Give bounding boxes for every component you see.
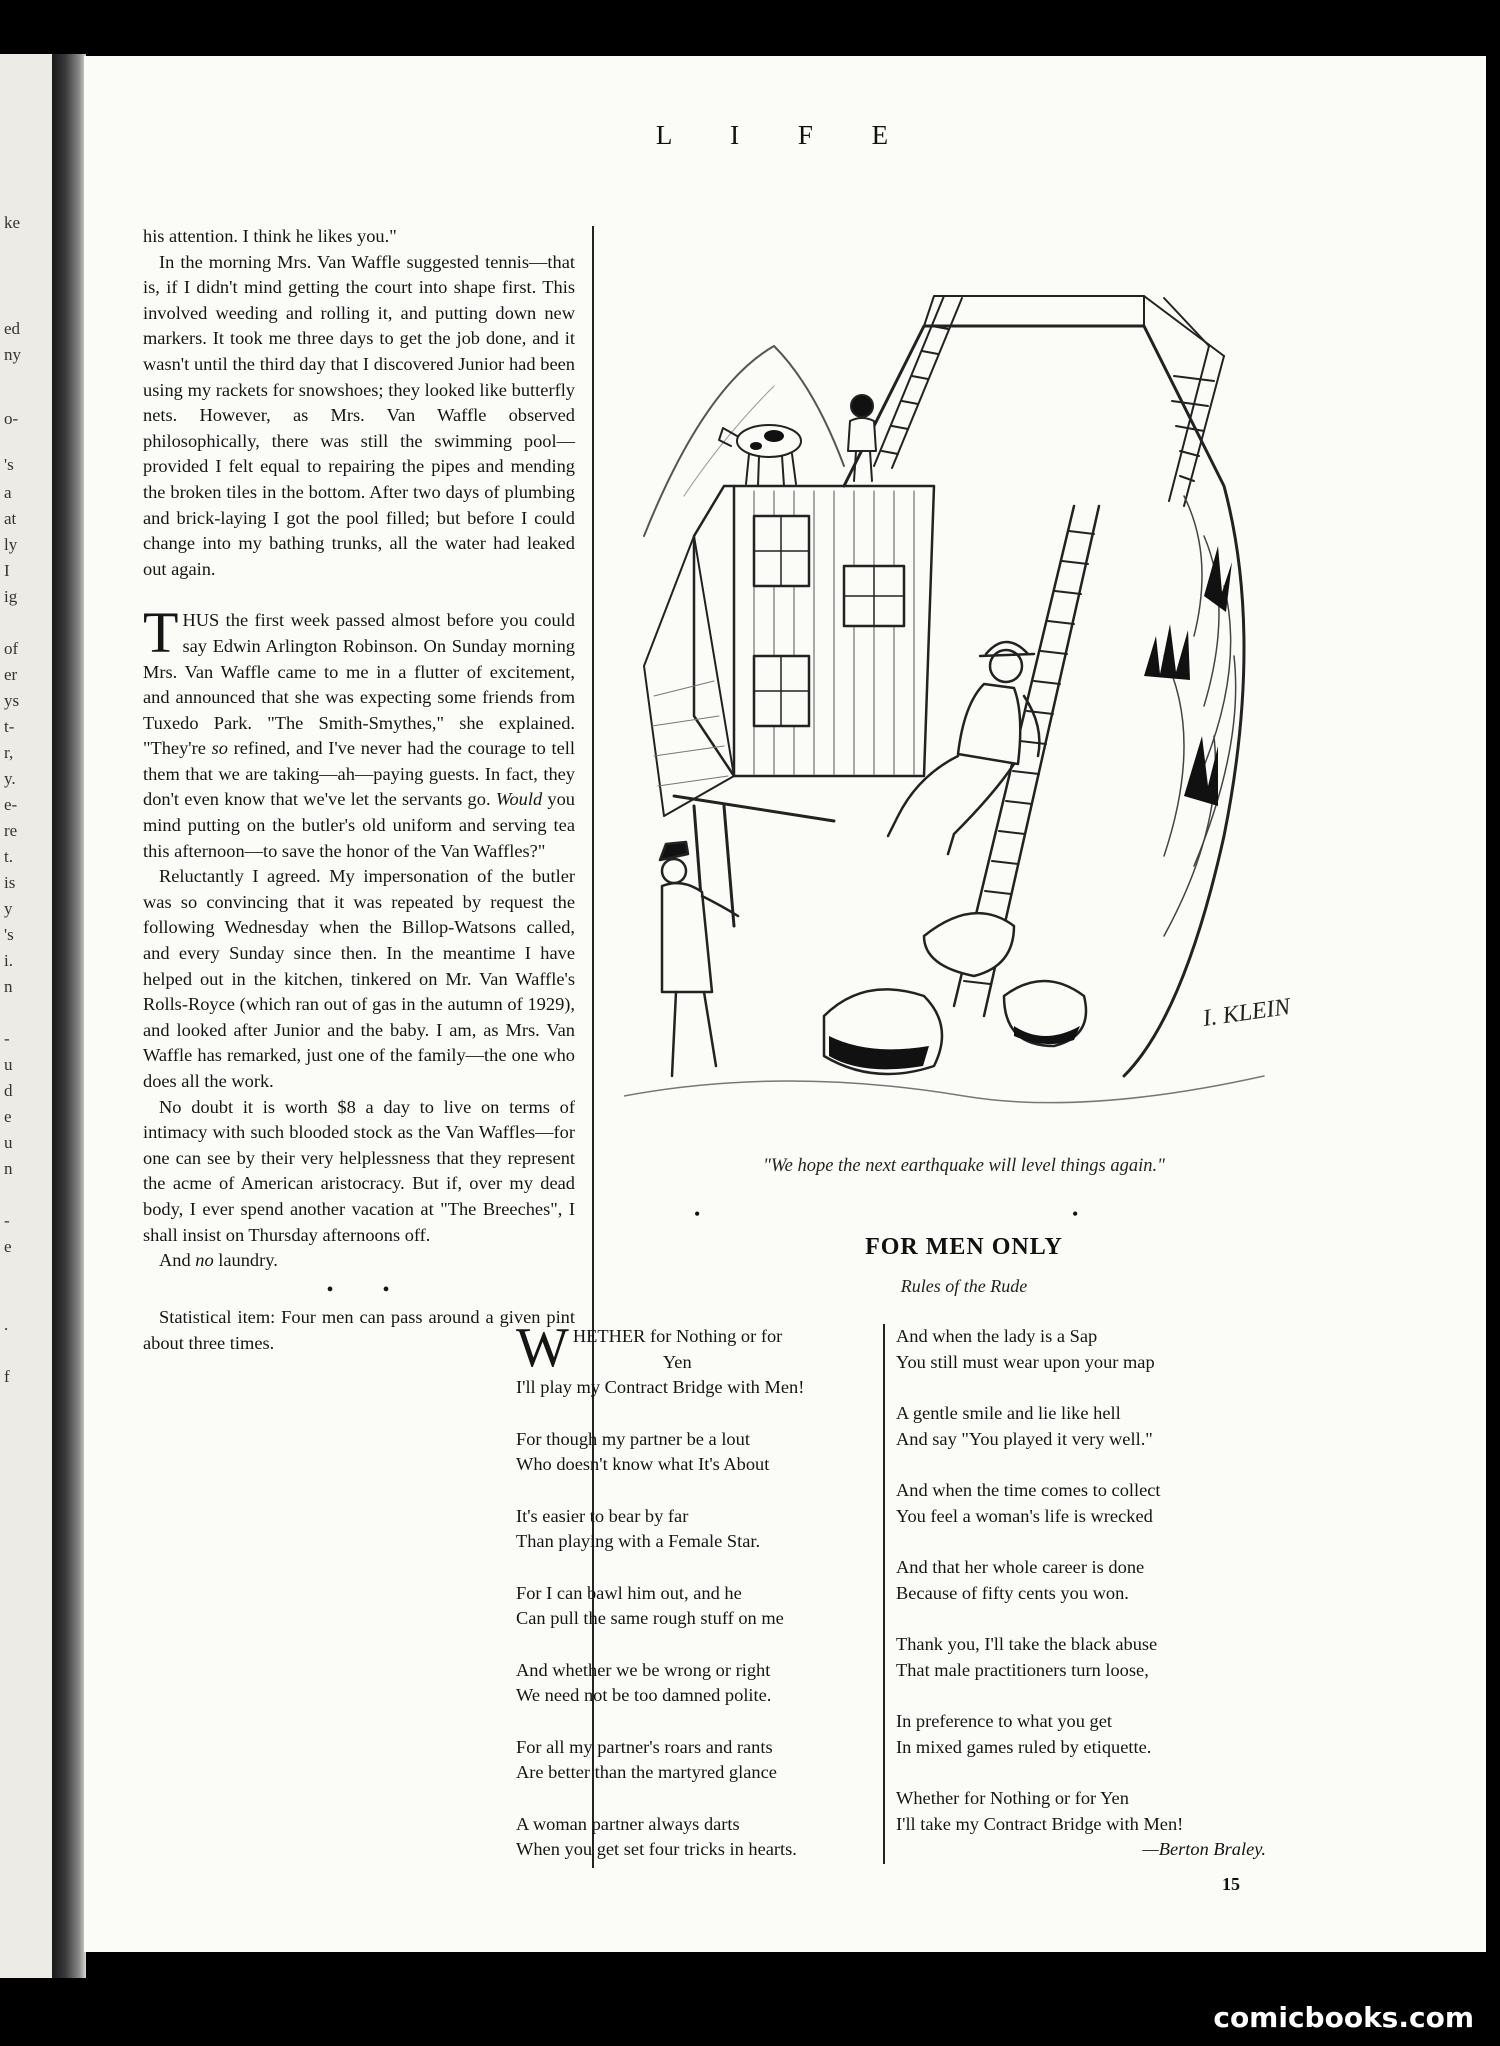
gutter-shadow [52, 54, 86, 1978]
poem-stanza: A gentle smile and lie like hell And say "You played it very well." [896, 1403, 1153, 1449]
article-column [143, 224, 575, 1357]
poem-stanza: It's easier to bear by far Than playing with a Female Star. [516, 1505, 761, 1551]
cartoon-illustration [624, 236, 1324, 1148]
poem-stanza: And that her whole career is done Because of fifty cents you won. [896, 1557, 1145, 1603]
poem-stanza: For all my partner's roars and rants Are better than the martyred glance [516, 1736, 777, 1782]
poem-stanza: And whether we be wrong or right We need not be too damned polite. [516, 1659, 772, 1705]
article-paragraph: In the morning Mrs. Van Waffle suggested tennis—that is, if I didn't mind getting the court into shape first. This involved weeding and rolling it, and putting down new markers. It took me three days to get the job done, and it wasn't until the third day that I discovered Junior had been using my rackets for snowshoes; they looked like butterfly nets. However, as Mrs. Van Waffle observed philosophically, there was still the swimming pool—provided I felt equal to repairing the pipes and mending the broken tiles in the bottom. After two days of plumbing and brick-laying I got the pool filled; but before I could change into my bathing trunks, all the water had leaked out again. [143, 251, 575, 579]
article-paragraph-dropcap: THUS the first week passed almost before you could say Edwin Arlington Robinson. On Sunday morning Mrs. Van Waffle came to me in a flutter of excitement, and announced that she was expecting some friends from Tuxedo Park. "The Smith-Smythes," she explained. "They're so refined, and I've never had the courage to tell them that we are taking—ah—paying guests. In fact, they don't even know that we've let the servants go. Would you mind putting on the butler's old uniform and serving tea this afternoon—to save the honor of the Van Waffles?" [143, 600, 575, 861]
poem-stanza: For I can bawl him out, and he Can pull the same rough stuff on me [516, 1582, 784, 1628]
facing-page-edge: ke ed ny o- 's a at ly I ig of er ys t- r, y. e- re t. is y 's i. n - u d e u n - e . f [0, 54, 52, 1978]
artist-signature: I. KLEIN [1201, 993, 1292, 1032]
poem-stanza: A woman partner always darts When you get set four tricks in hearts. [516, 1813, 797, 1859]
article-paragraph: his attention. I think he likes you." [143, 226, 397, 246]
drop-cap: T [143, 600, 179, 666]
poem-attribution: —Berton Braley. [1142, 1839, 1266, 1859]
ornament-bullet: • [694, 1204, 701, 1224]
article-paragraph: No doubt it is worth $8 a day to live on terms of intimacy with such blooded stock as the Van Waffles—for one can see by their very helplessness that they represent the acme of American aristocracy. But if, over my dead body, I ever spend another vacation at "The Breeches", I shall insist on Thursday afternoons off. [143, 1096, 575, 1245]
poem-stanza: Whether for Nothing or for Yen I'll take my Contract Bridge with Men! [896, 1788, 1184, 1834]
ornament-bullet: • [1072, 1204, 1079, 1224]
poem-stanza: For though my partner be a lout Who doesn't know what It's About [516, 1428, 770, 1474]
drop-cap: W [516, 1317, 569, 1379]
poem-column-left [516, 1317, 886, 1889]
site-watermark: comicbooks.com [1213, 2001, 1474, 2034]
poem-column-right [896, 1324, 1266, 1863]
poem-stanza: Thank you, I'll take the black abuse That male practitioners turn loose, [896, 1634, 1158, 1680]
poem-stanza: In preference to what you get In mixed games ruled by etiquette. [896, 1711, 1152, 1757]
poem-stanza: And when the lady is a Sap You still must wear upon your map [896, 1326, 1155, 1372]
poem-subtitle: Rules of the Rude [900, 1276, 1028, 1296]
poem-stanza: WHETHER for Nothing or for Yen I'll play my Contract Bridge with Men! [516, 1317, 805, 1397]
cartoon-caption: "We hope the next earthquake will level things again." [763, 1156, 1165, 1176]
poem-stanza: And when the time comes to collect You feel a woman's life is wrecked [896, 1480, 1161, 1526]
article-paragraph: Reluctantly I agreed. My impersonation of the butler was so convincing that it was repeated by request the following Wednesday when the Billop-Watsons called, and every Sunday since then. In the meantime I have helped out in the kitchen, tinkered on Mr. Van Waffle's Rolls-Royce (which ran out of gas in the autumn of 1929), and looked after Junior and the baby. I am, as Mrs. Van Waffle has remarked, just one of the family—the one who does all the work. [143, 866, 575, 1091]
page-number: 15 [1222, 1874, 1240, 1894]
poem-title: FOR MEN ONLY [865, 1234, 1063, 1260]
article-paragraph: Statistical item: Four men can pass around a given pint about three times. [143, 1307, 575, 1353]
magazine-page [84, 56, 1486, 1952]
running-head: L I F E [655, 120, 915, 150]
article-paragraph: And no laundry. [159, 1250, 278, 1271]
section-dots: • • [326, 1278, 412, 1301]
